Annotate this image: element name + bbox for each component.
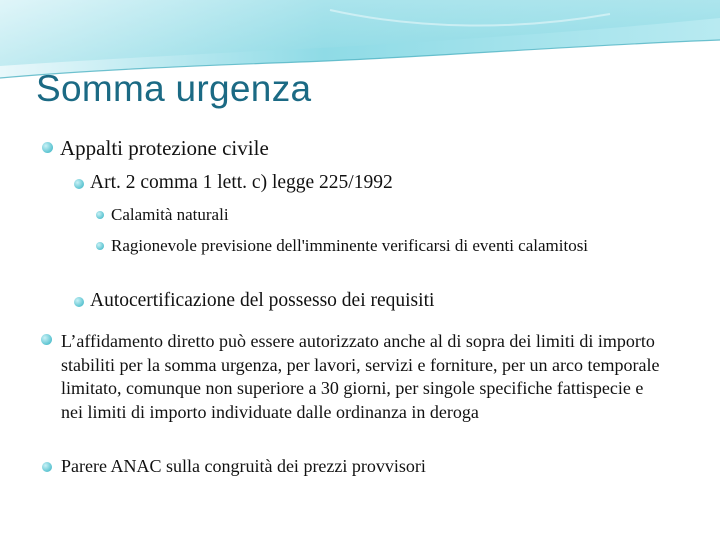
bullet-text: Appalti protezione civile [60, 136, 269, 160]
bullet-dot-icon [74, 297, 84, 307]
bullet-text: Ragionevole previsione dell'imminente verificarsi di eventi calamitosi [111, 236, 589, 255]
bullet-text: Autocertificazione del possesso dei requisiti [90, 290, 435, 311]
bullet-dot-icon [96, 211, 104, 219]
bullet-dot-icon [41, 334, 52, 345]
bullet-text: Art. 2 comma 1 lett. c) legge 225/1992 [90, 172, 393, 193]
bullet-dot-icon [42, 142, 53, 153]
slide-title: Somma urgenza [36, 68, 312, 109]
bullet-text: L’affidamento diretto può essere autorizzato anche al di sopra dei limiti di importo stabiliti per la somma urgenza, per lavori, servizi e forniture, per un arco temporale limitato, comunque non superiore a 30 giorni, per singole specifiche fattispecie e nei limiti di importo individuate dalle ordinanza in deroga [61, 331, 660, 422]
bullet-text: Parere ANAC sulla congruità dei prezzi provvisori [61, 456, 426, 476]
bullet-dot-icon [42, 462, 52, 472]
bullet-dot-icon [74, 179, 84, 189]
bullet-dot-icon [96, 242, 104, 250]
bullet-text: Calamità naturali [111, 205, 229, 224]
